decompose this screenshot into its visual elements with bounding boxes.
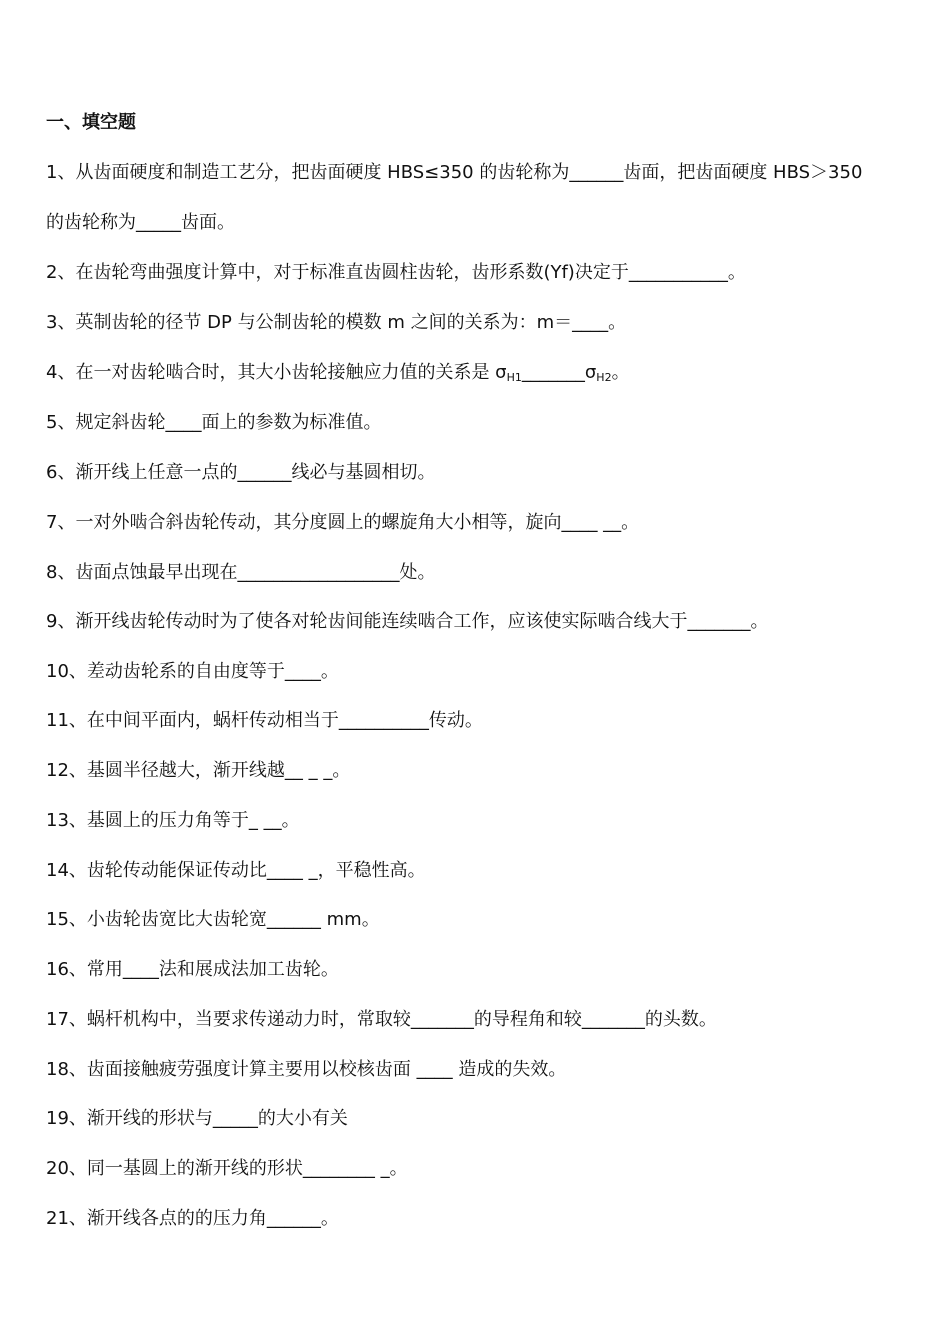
question-19: 19、渐开线的形状与_____的大小有关	[46, 1108, 348, 1129]
section-title: 一、填空题	[46, 112, 136, 133]
question-15: 15、小齿轮齿宽比大齿轮宽______ mm。	[46, 909, 380, 930]
question-9: 9、渐开线齿轮传动时为了使各对轮齿间能连续啮合工作，应该使实际啮合线大于_______。	[46, 611, 769, 632]
question-17: 17、蜗杆机构中，当要求传递动力时，常取较_______的导程角和较_______的头数。	[46, 1009, 717, 1030]
question-6: 6、渐开线上任意一点的______线必与基圆相切。	[46, 462, 436, 483]
sigma-h1-subscript: H1	[506, 371, 522, 384]
question-3: 3、英制齿轮的径节 DP 与公制齿轮的模数 m 之间的关系为：m＝____。	[46, 312, 627, 333]
question-21: 21、渐开线各点的的压力角______。	[46, 1208, 339, 1229]
question-1-line-2: 的齿轮称为_____齿面。	[46, 212, 235, 233]
question-14: 14、齿轮传动能保证传动比____ _，平稳性高。	[46, 860, 426, 881]
question-20: 20、同一基圆上的渐开线的形状________ _。	[46, 1158, 408, 1179]
question-13: 13、基圆上的压力角等于_ __。	[46, 810, 300, 831]
question-5: 5、规定斜齿轮____面上的参数为标准值。	[46, 412, 382, 433]
question-12: 12、基圆半径越大，渐开线越__ _ _。	[46, 760, 351, 781]
question-7: 7、一对外啮合斜齿轮传动，其分度圆上的螺旋角大小相等，旋向____ __。	[46, 512, 640, 533]
question-2: 2、在齿轮弯曲强度计算中，对于标准直齿圆柱齿轮，齿形系数(Yf)决定于___________。	[46, 262, 746, 283]
sigma-h2-subscript: H2	[596, 371, 612, 384]
question-16: 16、常用____法和展成法加工齿轮。	[46, 959, 339, 980]
question-1-line-1: 1、从齿面硬度和制造工艺分，把齿面硬度 HBS≤350 的齿轮称为______齿面，把齿面硬度 HBS＞350	[46, 162, 863, 183]
question-18: 18、齿面接触疲劳强度计算主要用以校核齿面 ____ 造成的失效。	[46, 1059, 567, 1080]
question-10: 10、差动齿轮系的自由度等于____。	[46, 661, 339, 682]
question-4-pre: 4、在一对齿轮啮合时，其大小齿轮接触应力值的关系是 σ	[46, 362, 507, 383]
question-4-mid: _______σ	[521, 362, 597, 383]
question-4-post: 。	[611, 362, 630, 383]
question-8: 8、齿面点蚀最早出现在__________________处。	[46, 562, 436, 583]
question-4	[46, 360, 630, 386]
question-11: 11、在中间平面内，蜗杆传动相当于__________传动。	[46, 710, 483, 731]
